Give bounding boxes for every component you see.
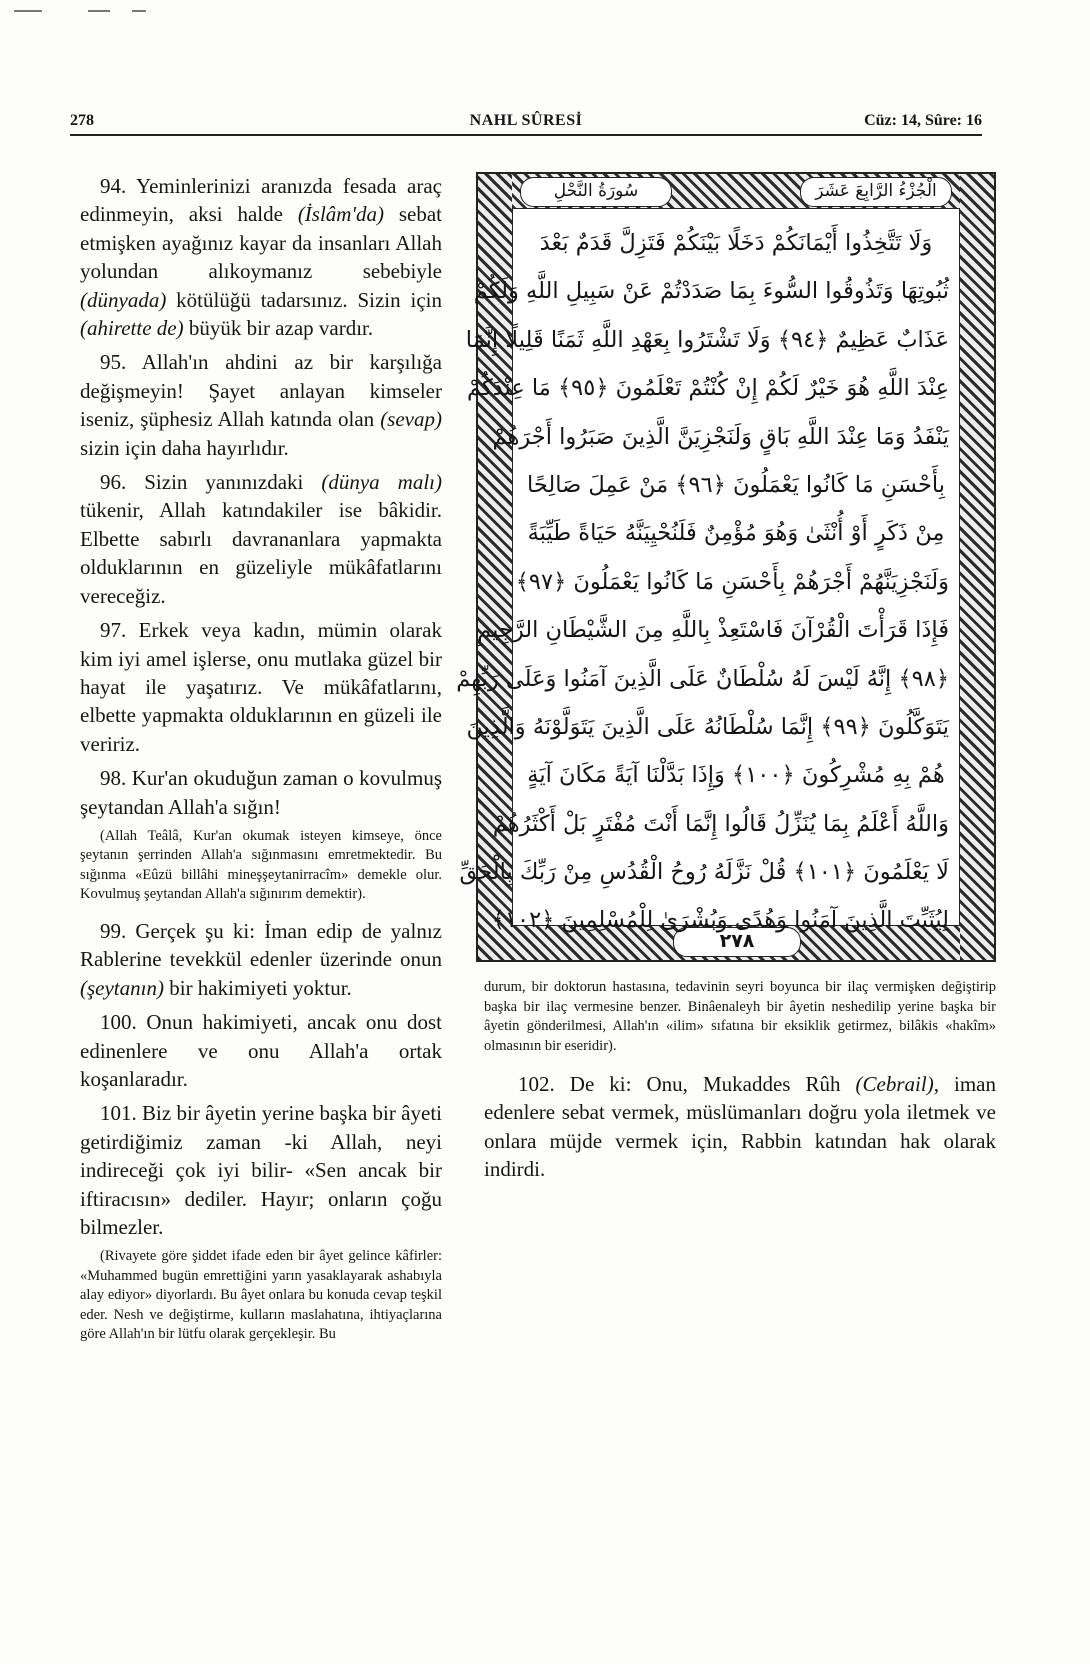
- arabic-line: وَاللَّهُ أَعْلَمُ بِمَا يُنَزِّلُ قَالُوا إِنَّمَا أَنْتَ مُفْتَرٍ بَلْ أَكْثَرُهُمْ: [492, 810, 949, 837]
- arabic-line: وَلَا تَتَّخِذُوا أَيْمَانَكُمْ دَخَلًا بَيْنَكُمْ فَتَزِلَّ قَدَمٌ بَعْدَ: [539, 230, 933, 256]
- arabic-line: مِنْ ذَكَرٍ أَوْ أُنْثَىٰ وَهُوَ مُؤْمِنٌ فَلَنُحْيِيَنَّهُ حَيَاةً طَيِّبَةً: [527, 520, 945, 547]
- surah-title: NAHL SÛRESİ: [469, 112, 583, 129]
- verse-95: 95. Allah'ın ahdini az bir karşılığa değişmeyin! Şayet anlayan kimseler iseniz, şüphesiz Allah katında olan (sevap) sizin için daha hayırlıdır.: [80, 350, 442, 460]
- scan-mark: [132, 10, 146, 12]
- verse-100: 100. Onun hakimiyeti, ancak onu dost edinenlere ve onu Allah'a ortak koşanlaradır.: [80, 1010, 442, 1091]
- arabic-line: لَا يَعْلَمُونَ ﴿١٠١﴾ قُلْ نَزَّلَهُ رُوحُ الْقُدُسِ مِنْ رَبِّكَ بِالْحَقِّ: [459, 859, 949, 886]
- page-header: [70, 106, 982, 136]
- arabic-line: يَتَوَكَّلُونَ ﴿٩٩﴾ إِنَّمَا سُلْطَانُهُ عَلَى الَّذِينَ يَتَوَلَّوْنَهُ وَالَّذِينَ: [466, 713, 949, 740]
- arabic-line: يَنْفَدُ وَمَا عِنْدَ اللَّهِ بَاقٍ وَلَنَجْزِيَنَّ الَّذِينَ صَبَرُوا أَجْرَهُمْ: [492, 423, 949, 450]
- scan-mark: [14, 10, 42, 12]
- commentary-note-101: (Rivayete göre şiddet ifade eden bir âyet gelince kâfirler: «Muhammed bugün emrettiğini yarın yasaklayarak ashabıyla alay ediyor» diyorlardı. Bu âyet onlara bu konuda cevap teşkil eder. Nesh ve değiştirme, kulların maslahatına, ihtiyaçlarına göre Allah'ın bir lütfu olarak gerçekleşir. Bu: [80, 1248, 442, 1343]
- scan-mark: [88, 10, 110, 12]
- surah-name-plaque: سُورَةُ النَّحْلِ: [520, 177, 672, 207]
- arabic-line: وَلَنَجْزِيَنَّهُمْ أَجْرَهُمْ بِأَحْسَنِ مَا كَانُوا يَعْمَلُونَ ﴿٩٧﴾: [515, 568, 949, 595]
- juz-surah-reference: Cüz: 14, Sûre: 16: [864, 112, 982, 129]
- quran-page-frame: [456, 172, 996, 962]
- commentary-note-101-continued: durum, bir doktorun hastasına, tedavinin seyri boyunca bir ilaç vermişken değiştirip başka bir ilaç vermesine benzer. Binâenaleyh bir âyetin neshedilip yerine başka bir âyetin gönderilmesi, Allah'ın «ilim» sıfatına bir eksiklik getirmez, bilâkis «hakîm» olmasının bir eseridir).: [484, 979, 996, 1054]
- verse-94: 94. Yeminlerinizi aranızda fesada araç edinmeyin, aksi halde (İslâm'da) sebat etmişken ayağınız kayar da insanları Allah yolundan alıkoymanız sebebiyle (dünyada) kötülüğü tadarsınız. Sizin için (ahirette de) büyük bir azap vardır.: [80, 174, 442, 341]
- verse-97: 97. Erkek veya kadın, mümin olarak kim iyi amel işlerse, onu mutlaka güzel bir hayat ile yaşatırız. Ve mükâfatlarını, elbette yapmakta olduklarının en güzeli ile veririz.: [80, 618, 442, 756]
- page-number: 278: [70, 112, 94, 129]
- arabic-page-number: ٢٧٨: [673, 927, 801, 957]
- arabic-line: فَإِذَا قَرَأْتَ الْقُرْآنَ فَاسْتَعِذْ بِاللَّهِ مِنَ الشَّيْطَانِ الرَّجِيمِ: [477, 617, 949, 644]
- verse-99: 99. Gerçek şu ki: İman edip de yalnız Rablerine tevekkül edenler üzerinde onun (şeytanın) bir hakimiyeti yoktur.: [80, 918, 442, 1000]
- arabic-line: بِأَحْسَنِ مَا كَانُوا يَعْمَلُونَ ﴿٩٦﴾ مَنْ عَمِلَ صَالِحًا: [526, 471, 946, 498]
- verse-101: 101. Biz bir âyetin yerine başka bir âyeti getirdiğimiz zaman -ki Allah, neyi indireceği çok iyi bilir- «Sen ancak bir iftiracısın» dediler. Hayır; onların çoğu bilmezler.: [80, 1101, 442, 1239]
- left-column: [80, 172, 442, 1357]
- right-column: [484, 978, 996, 1184]
- verse-98: 98. Kur'an okuduğun zaman o kovulmuş şeytandan Allah'a sığın!: [80, 766, 442, 819]
- arabic-line: ﴿٩٨﴾ إِنَّهُ لَيْسَ لَهُ سُلْطَانٌ عَلَى الَّذِينَ آمَنُوا وَعَلَىٰ رَبِّهِمْ: [456, 665, 949, 692]
- arabic-line: عَذَابٌ عَظِيمٌ ﴿٩٤﴾ وَلَا تَشْتَرُوا بِعَهْدِ اللَّهِ ثَمَنًا قَلِيلًا إِنَّمَا: [465, 326, 949, 353]
- commentary-note-98: (Allah Teâlâ, Kur'an okumak isteyen kimseye, önce şeytanın şerrinden Allah'a sığınmasını emretmektedir. Bu sığınma «Eûzü billâhi mineşşeytanirracîm» demekle olur. Kovulmuş şeytandan Allah'a sığınırım demektir).: [80, 827, 442, 903]
- arabic-line: عِنْدَ اللَّهِ هُوَ خَيْرٌ لَكُمْ إِنْ كُنْتُمْ تَعْلَمُونَ ﴿٩٥﴾ مَا عِنْدَكُمْ: [467, 375, 949, 402]
- verse-96: 96. Sizin yanınızdaki (dünya malı) tükenir, Allah katındakiler ise bâkidir. Elbette sabırlı davrananlara yapmakta olduklarının en güzeliyle mükâfatlarını vereceğiz.: [80, 470, 442, 608]
- arabic-lines: [456, 209, 959, 945]
- verse-102: 102. De ki: Onu, Mukaddes Rûh (Cebrail), iman edenlere sebat vermek, müslümanları doğru yola iletmek ve onlara müjde vermek için, Rabbin katından hak olarak indirdi.: [484, 1072, 996, 1182]
- arabic-line: لِيُثَبِّتَ الَّذِينَ آمَنُوا وَهُدًى وَبُشْرَىٰ لِلْمُسْلِمِينَ ﴿١٠٢﴾: [491, 907, 949, 934]
- ornament-border-right: [960, 174, 994, 960]
- arabic-text-area: [456, 208, 960, 934]
- juz-name-plaque: الْجُزْءُ الرَّابِعَ عَشَرَ: [800, 177, 952, 207]
- arabic-line: ثُبُوتِهَا وَتَذُوقُوا السُّوءَ بِمَا صَدَدْتُمْ عَنْ سَبِيلِ اللَّهِ وَلَكُمْ: [473, 278, 949, 305]
- arabic-line: هُمْ بِهِ مُشْرِكُونَ ﴿١٠٠﴾ وَإِذَا بَدَّلْنَا آيَةً مَكَانَ آيَةٍ: [527, 762, 945, 789]
